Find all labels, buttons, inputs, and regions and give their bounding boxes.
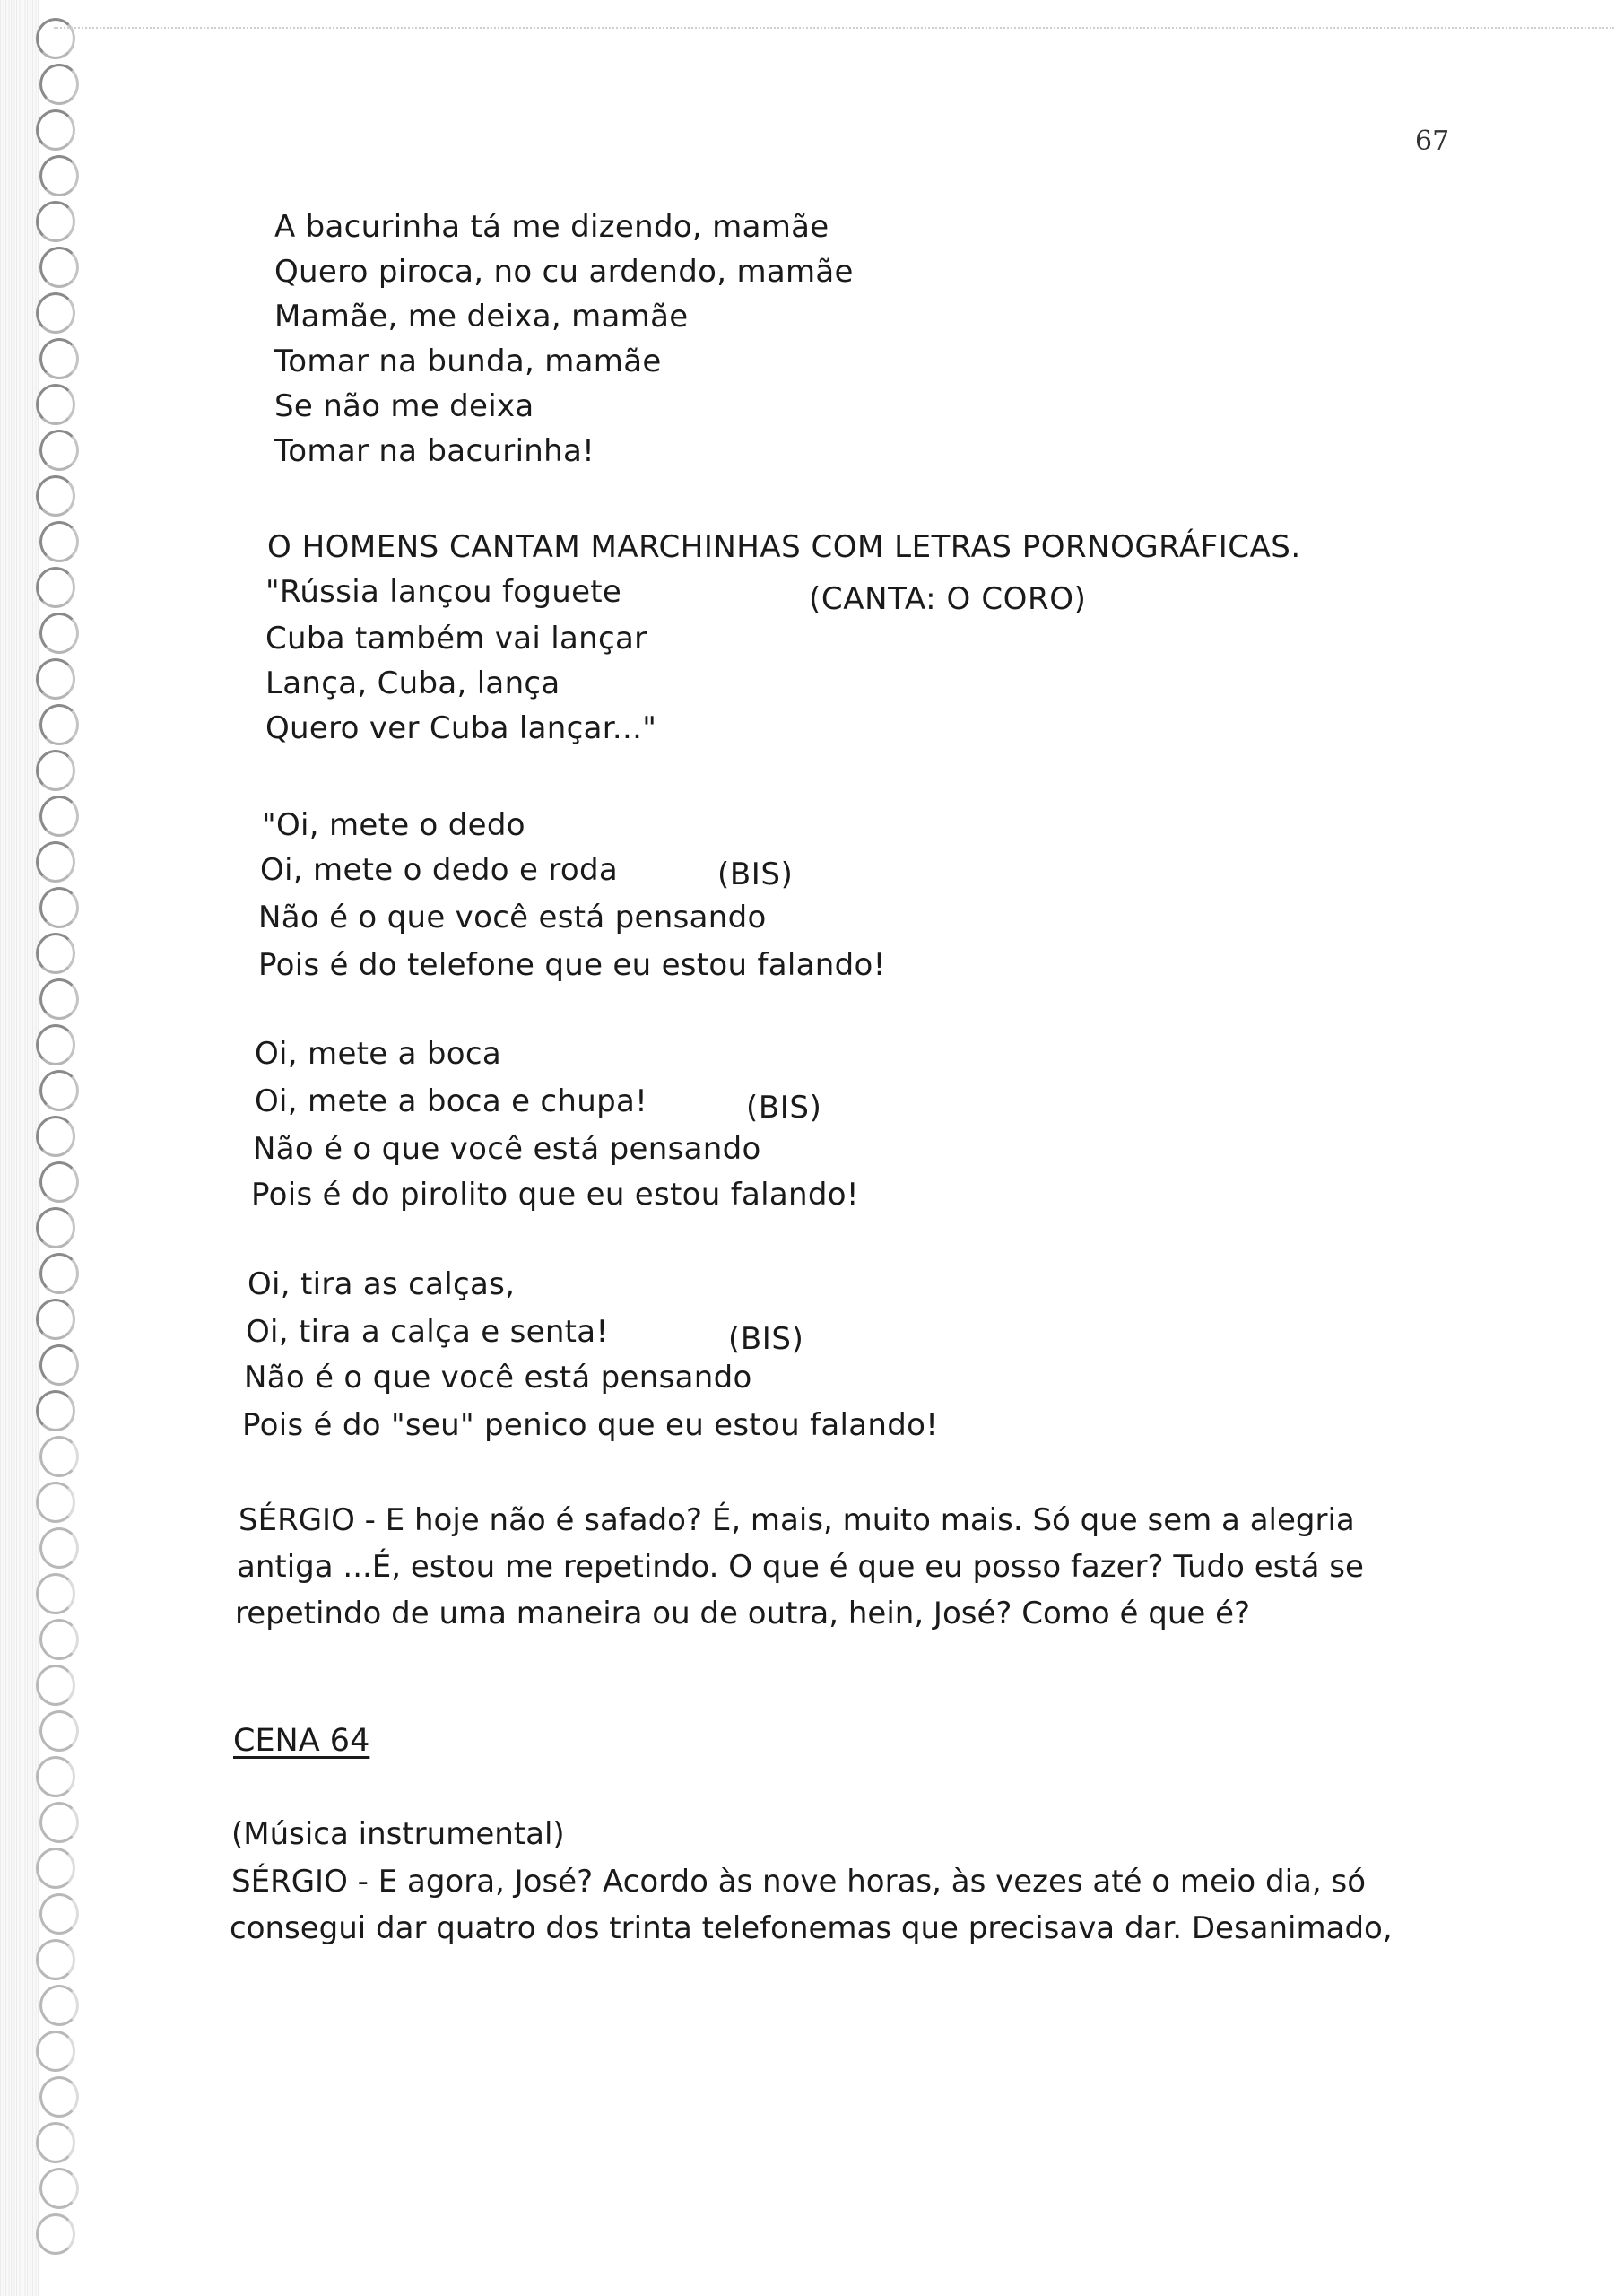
binder-hole — [36, 1299, 75, 1340]
lyric-line: Pois é do "seu" penico que eu estou falando! — [242, 1407, 939, 1443]
binder-hole — [36, 1573, 75, 1614]
binder-hole — [39, 338, 79, 379]
lyric-line: Oi, mete a boca — [255, 1036, 501, 1072]
lyric-line: "Rússia lançou foguete — [265, 574, 622, 610]
binder-hole — [36, 1665, 75, 1706]
binder-hole — [39, 704, 79, 745]
binder-hole — [36, 567, 75, 608]
binder-hole — [36, 1756, 75, 1797]
binder-hole — [36, 201, 75, 242]
binder-hole — [39, 247, 79, 288]
lyric-line: Não é o que você está pensando — [253, 1131, 761, 1167]
binder-holes — [34, 0, 97, 2296]
binder-hole — [36, 1024, 75, 1065]
dialogue-line: antiga ...É, estou me repetindo. O que é que eu posso fazer? Tudo está se — [237, 1549, 1364, 1585]
scene-heading: CENA 64 — [233, 1723, 370, 1759]
binder-hole — [36, 2122, 75, 2163]
stage-direction: (Música instrumental) — [231, 1816, 565, 1852]
binder-hole — [39, 1619, 79, 1660]
binder-hole — [36, 750, 75, 791]
lyric-line: Não é o que você está pensando — [258, 900, 767, 935]
lyric-line: Tomar na bunda, mamãe — [274, 344, 662, 379]
binder-hole — [39, 613, 79, 654]
binder-hole — [39, 1527, 79, 1569]
binder-hole — [36, 384, 75, 425]
binder-hole — [39, 1344, 79, 1386]
bis-note: (BIS) — [717, 857, 794, 892]
binder-hole — [36, 18, 75, 59]
binder-hole — [36, 1939, 75, 1980]
lyric-line: Oi, tira a calça e senta! — [246, 1314, 609, 1350]
dialogue-line: SÉRGIO - E agora, José? Acordo às nove horas, às vezes até o meio dia, só — [231, 1864, 1367, 1900]
lyric-line: Pois é do pirolito que eu estou falando! — [251, 1177, 859, 1213]
lyric-line: "Oi, mete o dedo — [262, 807, 525, 843]
dialogue-line: SÉRGIO - E hoje não é safado? É, mais, muito mais. Só que sem a alegria — [239, 1502, 1355, 1538]
binder-hole — [36, 1207, 75, 1248]
binder-hole — [36, 2031, 75, 2072]
dialogue-line: repetindo de uma maneira ou de outra, hein, José? Como é que é? — [235, 1596, 1251, 1631]
binder-hole — [36, 2213, 75, 2255]
binder-hole — [39, 1802, 79, 1843]
stage-heading: O HOMENS CANTAM MARCHINHAS COM LETRAS PORNOGRÁFICAS. — [267, 529, 1301, 565]
lyric-line: Oi, mete o dedo e roda — [260, 852, 618, 888]
lyric-line: Se não me deixa — [274, 388, 534, 424]
binder-hole — [36, 1390, 75, 1431]
top-perforation — [54, 27, 1614, 29]
binder-hole — [36, 1116, 75, 1157]
lyric-line: Pois é do telefone que eu estou falando! — [258, 947, 886, 983]
binder-hole — [39, 796, 79, 837]
binder-hole — [36, 292, 75, 334]
lyric-line: Não é o que você está pensando — [244, 1360, 752, 1396]
binder-hole — [39, 1161, 79, 1203]
lyric-line: Oi, tira as calças, — [248, 1266, 516, 1302]
page-number: 67 — [1415, 126, 1450, 157]
binder-hole — [36, 1848, 75, 1889]
binder-hole — [39, 521, 79, 562]
binder-hole — [39, 887, 79, 928]
binder-hole — [36, 109, 75, 151]
binder-hole — [39, 1710, 79, 1752]
binder-hole — [39, 1070, 79, 1111]
binder-hole — [39, 978, 79, 1020]
binder-hole — [36, 933, 75, 974]
lyric-line: Mamãe, me deixa, mamãe — [274, 299, 689, 335]
binder-hole — [39, 1893, 79, 1935]
binder-hole — [39, 1253, 79, 1294]
dialogue-line: consegui dar quatro dos trinta telefonemas que precisava dar. Desanimado, — [230, 1910, 1393, 1946]
bis-note: (BIS) — [728, 1321, 804, 1357]
lyric-line: Oi, mete a boca e chupa! — [255, 1083, 648, 1119]
lyric-line: Lança, Cuba, lança — [265, 665, 560, 701]
binder-hole — [39, 2168, 79, 2209]
binder-hole — [39, 430, 79, 471]
lyric-line: Cuba também vai lançar — [265, 621, 647, 657]
lyric-line: A bacurinha tá me dizendo, mamãe — [274, 209, 829, 245]
binder-hole — [39, 1985, 79, 2026]
binder-hole — [39, 64, 79, 105]
binder-hole — [39, 2076, 79, 2118]
lyric-line: Quero piroca, no cu ardendo, mamãe — [274, 254, 854, 290]
binder-hole — [39, 155, 79, 196]
lyric-line: Tomar na bacurinha! — [274, 433, 595, 469]
chorus-note: (CANTA: O CORO) — [809, 581, 1087, 617]
bis-note: (BIS) — [746, 1090, 822, 1126]
binder-hole — [39, 1436, 79, 1477]
binder-hole — [36, 658, 75, 700]
binder-hole — [36, 1482, 75, 1523]
binder-hole — [36, 475, 75, 517]
lyric-line: Quero ver Cuba lançar..." — [265, 710, 657, 746]
binder-hole — [36, 841, 75, 883]
